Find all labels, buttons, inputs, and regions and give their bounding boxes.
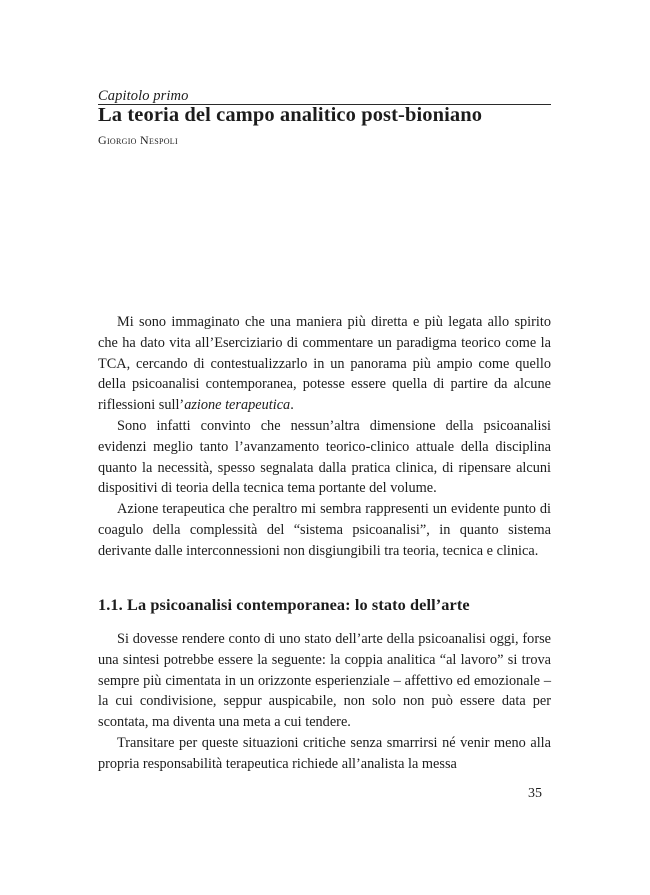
- section-paragraph-2: Transitare per queste situazioni critiche senza smarrirsi né venir meno alla propria responsabilità terapeutica richiede all’analista la messa: [98, 734, 551, 772]
- intro-paragraph-3: Azione terapeutica che peraltro mi sembra rappresenti un evidente punto di coagulo della complessità del “sistema psicoanalisi”, in quanto sistema derivante dalle interconnessioni non disgiungibili tra teoria, tecnica e clinica.: [98, 501, 551, 559]
- intro-paragraph-1-end: .: [290, 397, 294, 414]
- intro-text: [98, 312, 551, 562]
- intro-paragraph-1: [98, 312, 551, 416]
- intro-paragraph-1-text: Mi sono immaginato che una maniera più diretta e più legata allo spirito che ha dato vita all’Eserciziario di commentare un paradigma teorico come la TCA, cercando di contestualizzarlo in un panorama più ampio come quello della psicoanalisi contemporanea, potesse essere quella di partire da alcune riflessioni sull’: [98, 314, 551, 414]
- emphasis-term: azione terapeutica: [184, 397, 291, 414]
- chapter-title: La teoria del campo analitico post-bioniano: [98, 104, 483, 126]
- section-text: [98, 629, 551, 775]
- section-heading: 1.1. La psicoanalisi contemporanea: lo stato dell’arte: [98, 595, 470, 614]
- page-number: 35: [528, 786, 542, 801]
- chapter-label: Capitolo primo: [98, 88, 189, 104]
- chapter-author: Giorgio Nespoli: [98, 133, 178, 147]
- intro-paragraph-2: Sono infatti convinto che nessun’altra dimensione della psicoanalisi evidenzi meglio tanto l’avanzamento teorico-clinico attuale della disciplina quanto la necessità, spesso segnalata dalla pratica clinica, di ripensare alcuni dispositivi di teoria della tecnica tema portante del volume.: [98, 417, 551, 497]
- section-paragraph-1: Si dovesse rendere conto di uno stato dell’arte della psicoanalisi oggi, forse una sintesi potrebbe essere la seguente: la coppia analitica “al lavoro” si trova sempre più cimentata in un orizzonte esperienziale – affettivo ed emozionale – la cui condivisione, seppur auspicabile, non solo non può essere data per scontata, ma diventa una meta a cui tendere.: [98, 631, 551, 731]
